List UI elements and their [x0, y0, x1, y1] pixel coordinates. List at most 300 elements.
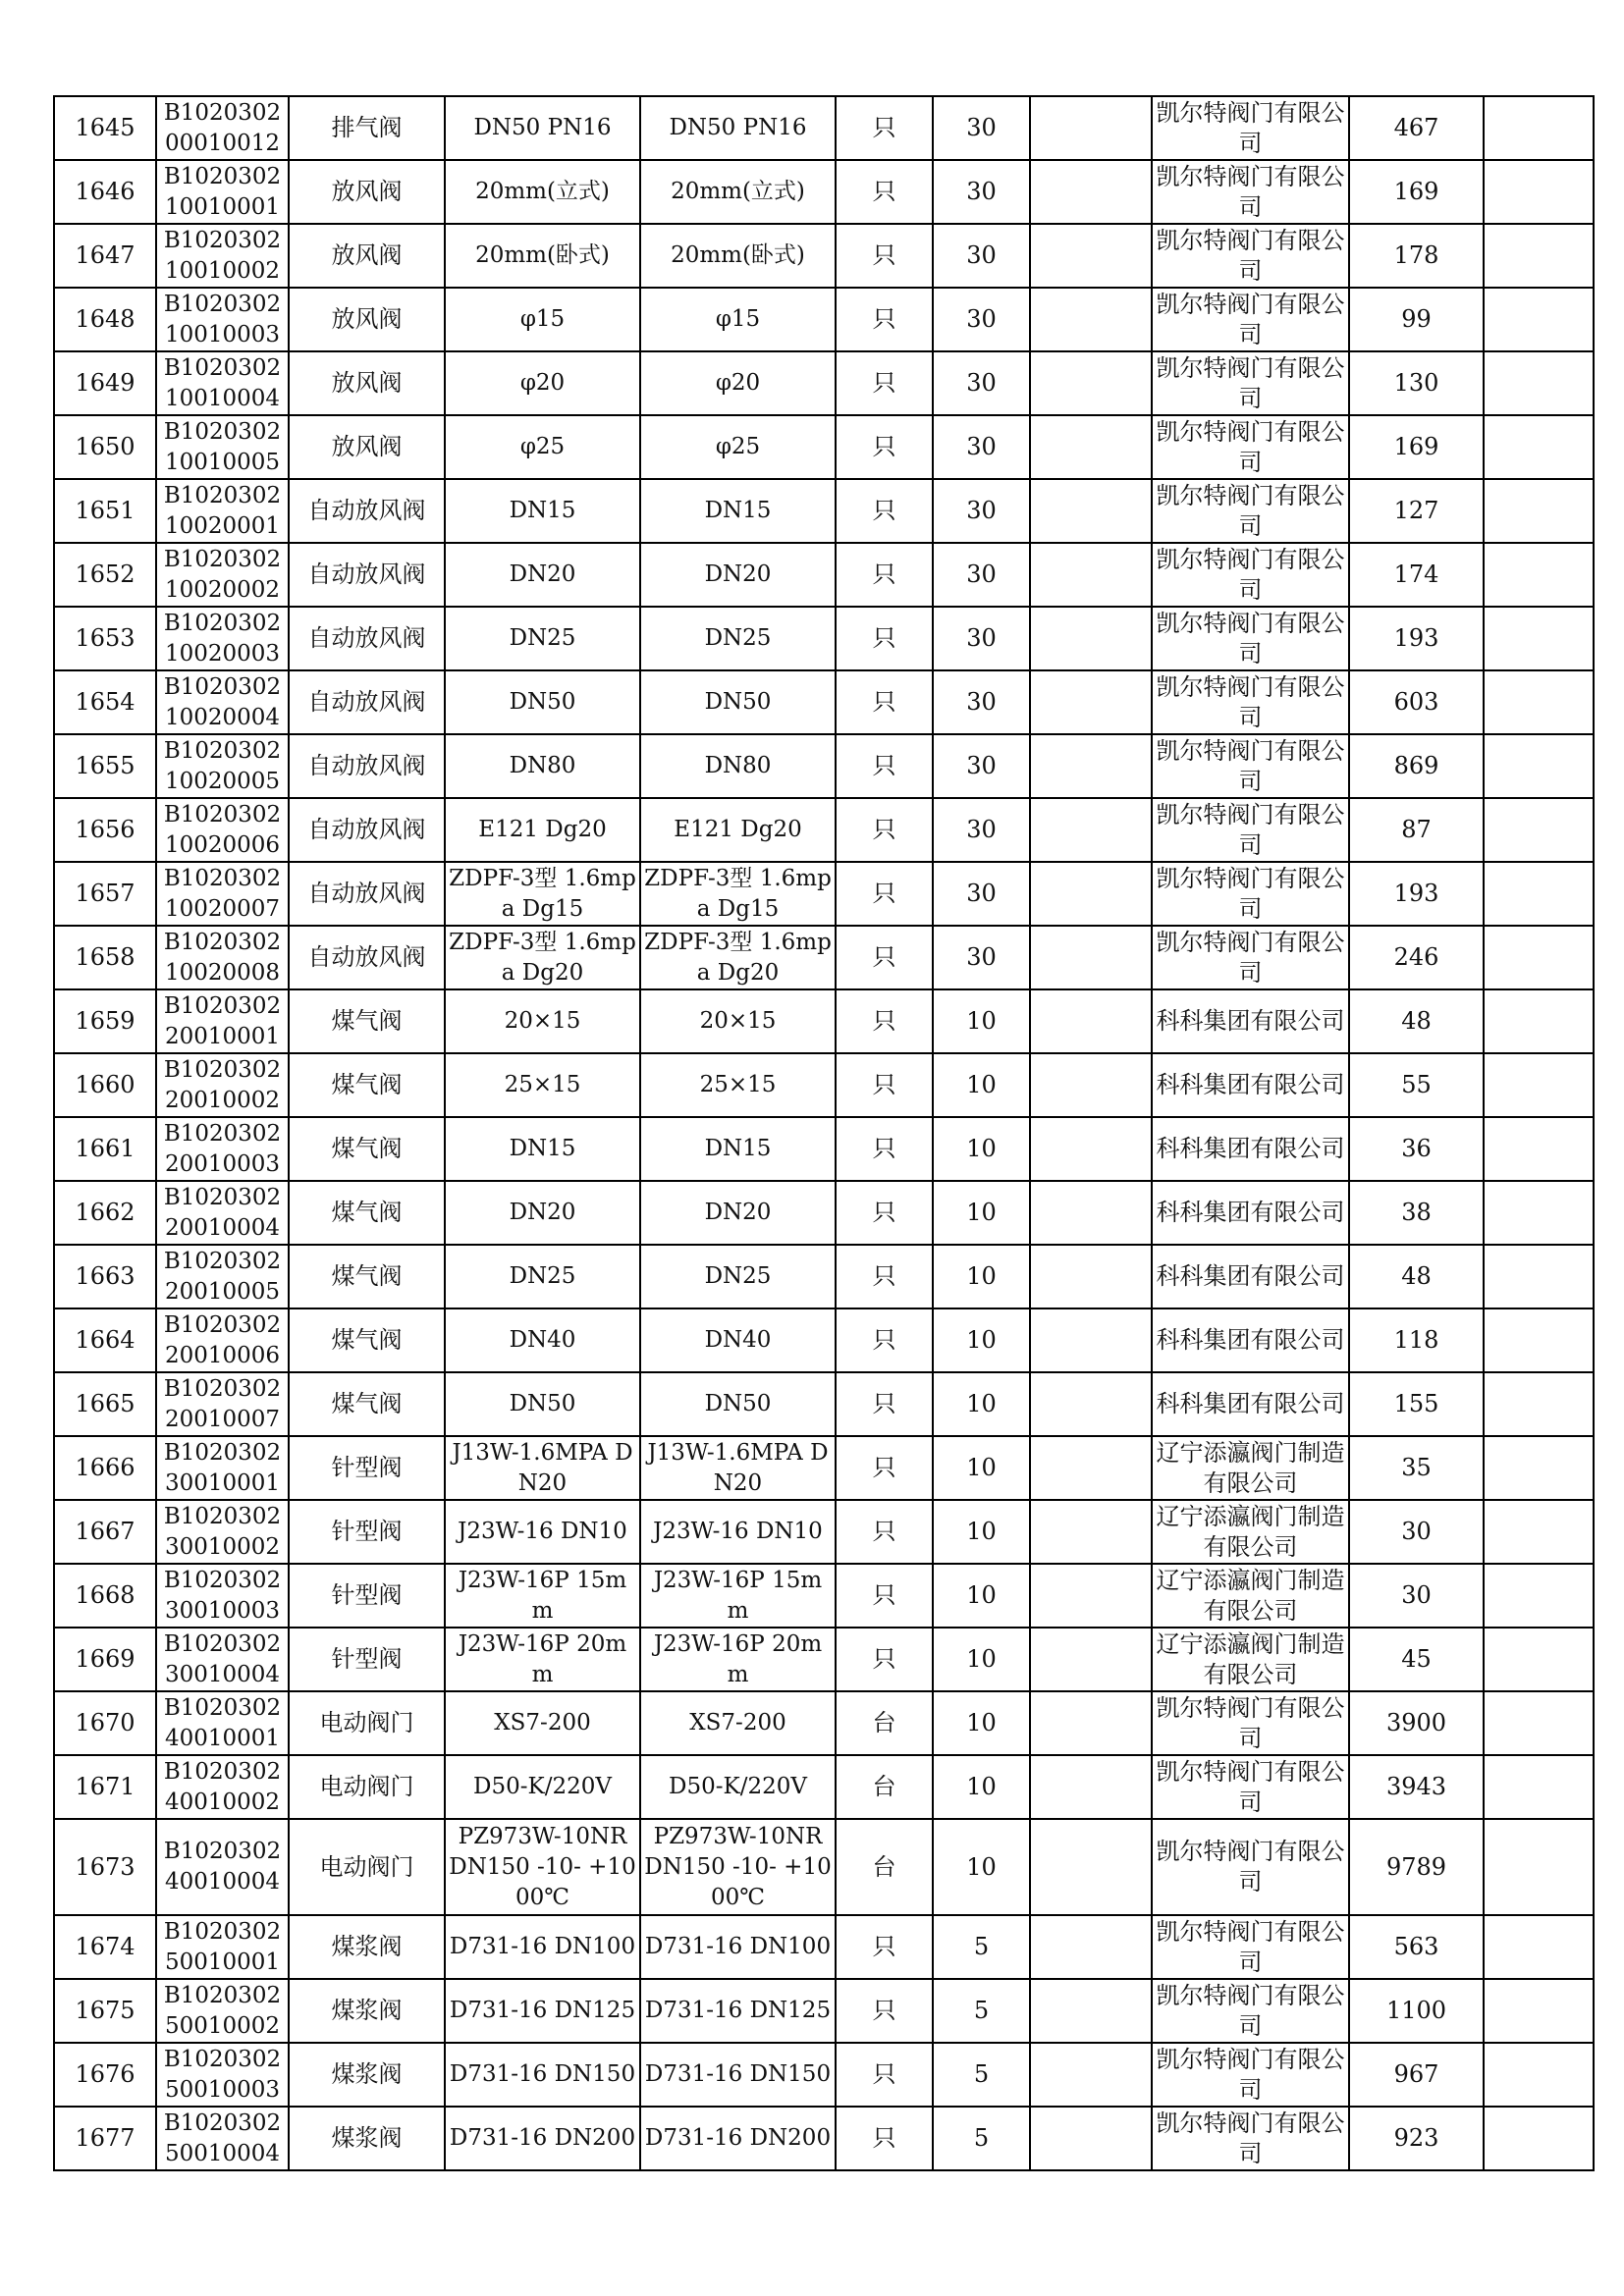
blank-cell-cell: [1030, 670, 1152, 734]
spec-model-cell: J23W-16P 15mm: [445, 1564, 640, 1628]
spec-model-cell: D731-16 DN200: [445, 2107, 640, 2170]
item-code-cell: B102030220010005: [156, 1245, 289, 1308]
row-number-cell: 1651: [54, 479, 156, 543]
table-row: [54, 862, 1594, 926]
unit-cell: 只: [836, 351, 933, 415]
unit-cell: 只: [836, 224, 933, 288]
item-code-cell: B102030210020006: [156, 798, 289, 862]
table-row: [54, 798, 1594, 862]
supplier-cell: 凯尔特阀门有限公司: [1152, 607, 1349, 670]
extra-cell-cell: [1484, 1117, 1594, 1181]
spec-model-alt-cell: DN25: [640, 1245, 836, 1308]
unit-cell: 只: [836, 607, 933, 670]
item-name-cell: 针型阀: [289, 1500, 445, 1564]
blank-cell-cell: [1030, 798, 1152, 862]
price-cell: 87: [1349, 798, 1484, 862]
price-cell: 48: [1349, 1245, 1484, 1308]
blank-cell-cell: [1030, 351, 1152, 415]
item-name-cell: 排气阀: [289, 96, 445, 160]
price-cell: 193: [1349, 862, 1484, 926]
blank-cell-cell: [1030, 1979, 1152, 2043]
spec-model-alt-cell: DN80: [640, 734, 836, 798]
table-row: [54, 1628, 1594, 1691]
row-number-cell: 1660: [54, 1053, 156, 1117]
blank-cell-cell: [1030, 543, 1152, 607]
price-cell: 127: [1349, 479, 1484, 543]
supplier-cell: 凯尔特阀门有限公司: [1152, 1819, 1349, 1915]
spec-model-alt-cell: φ20: [640, 351, 836, 415]
row-number-cell: 1661: [54, 1117, 156, 1181]
price-cell: 603: [1349, 670, 1484, 734]
price-cell: 169: [1349, 160, 1484, 224]
quantity-cell: 10: [933, 1372, 1030, 1436]
supplier-cell: 凯尔特阀门有限公司: [1152, 351, 1349, 415]
supplier-cell: 凯尔特阀门有限公司: [1152, 288, 1349, 351]
row-number-cell: 1652: [54, 543, 156, 607]
blank-cell-cell: [1030, 1308, 1152, 1372]
quantity-cell: 10: [933, 989, 1030, 1053]
blank-cell-cell: [1030, 1181, 1152, 1245]
supplier-cell: 辽宁添瀛阀门制造有限公司: [1152, 1436, 1349, 1500]
extra-cell-cell: [1484, 1755, 1594, 1819]
spec-model-alt-cell: J23W-16P 15mm: [640, 1564, 836, 1628]
unit-cell: 只: [836, 543, 933, 607]
quantity-cell: 30: [933, 798, 1030, 862]
unit-cell: 只: [836, 734, 933, 798]
item-code-cell: B102030250010001: [156, 1915, 289, 1979]
supplier-cell: 凯尔特阀门有限公司: [1152, 543, 1349, 607]
spec-model-alt-cell: φ15: [640, 288, 836, 351]
item-code-cell: B102030210010001: [156, 160, 289, 224]
extra-cell-cell: [1484, 1628, 1594, 1691]
table-row: [54, 1372, 1594, 1436]
supplier-cell: 凯尔特阀门有限公司: [1152, 1979, 1349, 2043]
quantity-cell: 30: [933, 543, 1030, 607]
item-code-cell: B102030200010012: [156, 96, 289, 160]
extra-cell-cell: [1484, 415, 1594, 479]
supplier-cell: 科科集团有限公司: [1152, 1245, 1349, 1308]
quantity-cell: 5: [933, 1915, 1030, 1979]
spec-model-alt-cell: φ25: [640, 415, 836, 479]
blank-cell-cell: [1030, 1564, 1152, 1628]
table-row: [54, 1500, 1594, 1564]
unit-cell: 只: [836, 96, 933, 160]
spec-model-alt-cell: DN20: [640, 1181, 836, 1245]
blank-cell-cell: [1030, 1691, 1152, 1755]
spec-model-alt-cell: DN25: [640, 607, 836, 670]
quantity-cell: 30: [933, 415, 1030, 479]
item-name-cell: 电动阀门: [289, 1691, 445, 1755]
blank-cell-cell: [1030, 1915, 1152, 1979]
extra-cell-cell: [1484, 96, 1594, 160]
unit-cell: 只: [836, 2107, 933, 2170]
price-cell: 563: [1349, 1915, 1484, 1979]
table-row: [54, 1915, 1594, 1979]
supplier-cell: 凯尔特阀门有限公司: [1152, 670, 1349, 734]
blank-cell-cell: [1030, 989, 1152, 1053]
price-cell: 45: [1349, 1628, 1484, 1691]
spec-model-cell: DN25: [445, 1245, 640, 1308]
extra-cell-cell: [1484, 1915, 1594, 1979]
table-row: [54, 2043, 1594, 2107]
price-cell: 174: [1349, 543, 1484, 607]
extra-cell-cell: [1484, 607, 1594, 670]
quantity-cell: 10: [933, 1755, 1030, 1819]
unit-cell: 只: [836, 1500, 933, 1564]
quantity-cell: 30: [933, 351, 1030, 415]
item-name-cell: 煤浆阀: [289, 2107, 445, 2170]
quantity-cell: 10: [933, 1053, 1030, 1117]
extra-cell-cell: [1484, 288, 1594, 351]
unit-cell: 只: [836, 670, 933, 734]
item-name-cell: 放风阀: [289, 224, 445, 288]
spec-model-alt-cell: XS7-200: [640, 1691, 836, 1755]
blank-cell-cell: [1030, 160, 1152, 224]
blank-cell-cell: [1030, 1819, 1152, 1915]
spec-model-cell: φ15: [445, 288, 640, 351]
row-number-cell: 1655: [54, 734, 156, 798]
blank-cell-cell: [1030, 926, 1152, 989]
spec-model-alt-cell: DN40: [640, 1308, 836, 1372]
spec-model-alt-cell: ZDPF-3型 1.6mpa Dg20: [640, 926, 836, 989]
item-code-cell: B102030210010003: [156, 288, 289, 351]
spec-model-cell: DN50: [445, 1372, 640, 1436]
item-name-cell: 针型阀: [289, 1628, 445, 1691]
extra-cell-cell: [1484, 1372, 1594, 1436]
row-number-cell: 1657: [54, 862, 156, 926]
table-row: [54, 543, 1594, 607]
spec-model-cell: ZDPF-3型 1.6mpa Dg20: [445, 926, 640, 989]
item-name-cell: 放风阀: [289, 160, 445, 224]
table-row: [54, 1117, 1594, 1181]
supplier-cell: 辽宁添瀛阀门制造有限公司: [1152, 1628, 1349, 1691]
price-cell: 36: [1349, 1117, 1484, 1181]
supplier-cell: 凯尔特阀门有限公司: [1152, 96, 1349, 160]
item-code-cell: B102030220010004: [156, 1181, 289, 1245]
supplier-cell: 凯尔特阀门有限公司: [1152, 479, 1349, 543]
quantity-cell: 30: [933, 96, 1030, 160]
quantity-cell: 30: [933, 224, 1030, 288]
spec-model-cell: DN50: [445, 670, 640, 734]
item-code-cell: B102030220010001: [156, 989, 289, 1053]
price-cell: 246: [1349, 926, 1484, 989]
item-code-cell: B102030240010002: [156, 1755, 289, 1819]
item-name-cell: 放风阀: [289, 415, 445, 479]
table-row: [54, 670, 1594, 734]
unit-cell: 只: [836, 798, 933, 862]
spec-model-cell: DN40: [445, 1308, 640, 1372]
blank-cell-cell: [1030, 415, 1152, 479]
quantity-cell: 30: [933, 607, 1030, 670]
unit-cell: 只: [836, 479, 933, 543]
item-code-cell: B102030230010002: [156, 1500, 289, 1564]
quantity-cell: 10: [933, 1691, 1030, 1755]
price-cell: 130: [1349, 351, 1484, 415]
supplier-cell: 凯尔特阀门有限公司: [1152, 2107, 1349, 2170]
spec-model-cell: 20×15: [445, 989, 640, 1053]
row-number-cell: 1654: [54, 670, 156, 734]
quantity-cell: 30: [933, 862, 1030, 926]
row-number-cell: 1677: [54, 2107, 156, 2170]
row-number-cell: 1658: [54, 926, 156, 989]
unit-cell: 只: [836, 1915, 933, 1979]
price-cell: 178: [1349, 224, 1484, 288]
spec-model-alt-cell: J13W-1.6MPA DN20: [640, 1436, 836, 1500]
spec-model-cell: J13W-1.6MPA DN20: [445, 1436, 640, 1500]
item-code-cell: B102030210020005: [156, 734, 289, 798]
blank-cell-cell: [1030, 2107, 1152, 2170]
price-cell: 38: [1349, 1181, 1484, 1245]
blank-cell-cell: [1030, 479, 1152, 543]
item-name-cell: 自动放风阀: [289, 670, 445, 734]
spec-model-cell: DN20: [445, 543, 640, 607]
spec-model-cell: φ25: [445, 415, 640, 479]
spec-model-cell: D50-K/220V: [445, 1755, 640, 1819]
table-row: [54, 926, 1594, 989]
row-number-cell: 1648: [54, 288, 156, 351]
spec-model-cell: E121 Dg20: [445, 798, 640, 862]
unit-cell: 只: [836, 1181, 933, 1245]
extra-cell-cell: [1484, 1053, 1594, 1117]
item-code-cell: B102030230010001: [156, 1436, 289, 1500]
spec-model-cell: 20mm(立式): [445, 160, 640, 224]
spec-model-cell: PZ973W-10NR DN150 -10- +1000℃: [445, 1819, 640, 1915]
spec-model-alt-cell: D731-16 DN150: [640, 2043, 836, 2107]
row-number-cell: 1656: [54, 798, 156, 862]
unit-cell: 只: [836, 1308, 933, 1372]
spec-model-cell: φ20: [445, 351, 640, 415]
table-row: [54, 734, 1594, 798]
price-cell: 99: [1349, 288, 1484, 351]
table-row: [54, 96, 1594, 160]
item-name-cell: 自动放风阀: [289, 734, 445, 798]
blank-cell-cell: [1030, 862, 1152, 926]
item-code-cell: B102030250010002: [156, 1979, 289, 2043]
blank-cell-cell: [1030, 1500, 1152, 1564]
table-row: [54, 479, 1594, 543]
spec-model-alt-cell: 20mm(卧式): [640, 224, 836, 288]
item-code-cell: B102030210020003: [156, 607, 289, 670]
price-cell: 1100: [1349, 1979, 1484, 2043]
price-cell: 155: [1349, 1372, 1484, 1436]
unit-cell: 只: [836, 415, 933, 479]
price-cell: 9789: [1349, 1819, 1484, 1915]
item-name-cell: 针型阀: [289, 1436, 445, 1500]
supplier-cell: 凯尔特阀门有限公司: [1152, 926, 1349, 989]
table-row: [54, 989, 1594, 1053]
extra-cell-cell: [1484, 1691, 1594, 1755]
spec-model-alt-cell: DN50: [640, 1372, 836, 1436]
price-cell: 467: [1349, 96, 1484, 160]
table-row: [54, 288, 1594, 351]
extra-cell-cell: [1484, 1500, 1594, 1564]
supplier-cell: 凯尔特阀门有限公司: [1152, 798, 1349, 862]
spec-model-cell: DN50 PN16: [445, 96, 640, 160]
item-name-cell: 放风阀: [289, 288, 445, 351]
row-number-cell: 1659: [54, 989, 156, 1053]
row-number-cell: 1668: [54, 1564, 156, 1628]
unit-cell: 台: [836, 1755, 933, 1819]
item-code-cell: B102030230010003: [156, 1564, 289, 1628]
price-cell: 55: [1349, 1053, 1484, 1117]
quantity-cell: 10: [933, 1436, 1030, 1500]
quantity-cell: 5: [933, 2107, 1030, 2170]
quantity-cell: 30: [933, 160, 1030, 224]
spec-model-cell: D731-16 DN100: [445, 1915, 640, 1979]
extra-cell-cell: [1484, 160, 1594, 224]
quantity-cell: 30: [933, 926, 1030, 989]
spec-model-alt-cell: D731-16 DN125: [640, 1979, 836, 2043]
unit-cell: 只: [836, 1053, 933, 1117]
price-cell: 923: [1349, 2107, 1484, 2170]
supplier-cell: 凯尔特阀门有限公司: [1152, 224, 1349, 288]
row-number-cell: 1665: [54, 1372, 156, 1436]
extra-cell-cell: [1484, 1245, 1594, 1308]
supplier-cell: 辽宁添瀛阀门制造有限公司: [1152, 1500, 1349, 1564]
row-number-cell: 1673: [54, 1819, 156, 1915]
extra-cell-cell: [1484, 1819, 1594, 1915]
unit-cell: 只: [836, 1628, 933, 1691]
extra-cell-cell: [1484, 734, 1594, 798]
quantity-cell: 10: [933, 1245, 1030, 1308]
blank-cell-cell: [1030, 288, 1152, 351]
unit-cell: 只: [836, 989, 933, 1053]
supplier-cell: 凯尔特阀门有限公司: [1152, 415, 1349, 479]
spec-model-cell: 25×15: [445, 1053, 640, 1117]
price-table: [53, 95, 1595, 2171]
extra-cell-cell: [1484, 926, 1594, 989]
row-number-cell: 1664: [54, 1308, 156, 1372]
price-cell: 3900: [1349, 1691, 1484, 1755]
quantity-cell: 30: [933, 734, 1030, 798]
row-number-cell: 1662: [54, 1181, 156, 1245]
blank-cell-cell: [1030, 1628, 1152, 1691]
unit-cell: 台: [836, 1819, 933, 1915]
row-number-cell: 1663: [54, 1245, 156, 1308]
item-name-cell: 针型阀: [289, 1564, 445, 1628]
item-name-cell: 煤气阀: [289, 1181, 445, 1245]
unit-cell: 只: [836, 288, 933, 351]
unit-cell: 只: [836, 1979, 933, 2043]
item-code-cell: B102030220010003: [156, 1117, 289, 1181]
row-number-cell: 1650: [54, 415, 156, 479]
spec-model-cell: DN15: [445, 479, 640, 543]
supplier-cell: 凯尔特阀门有限公司: [1152, 1691, 1349, 1755]
item-code-cell: B102030210020008: [156, 926, 289, 989]
item-code-cell: B102030220010007: [156, 1372, 289, 1436]
quantity-cell: 5: [933, 2043, 1030, 2107]
spec-model-alt-cell: D50-K/220V: [640, 1755, 836, 1819]
extra-cell-cell: [1484, 543, 1594, 607]
spec-model-alt-cell: 25×15: [640, 1053, 836, 1117]
table-row: [54, 1979, 1594, 2043]
spec-model-cell: DN80: [445, 734, 640, 798]
price-cell: 35: [1349, 1436, 1484, 1500]
blank-cell-cell: [1030, 734, 1152, 798]
supplier-cell: 凯尔特阀门有限公司: [1152, 160, 1349, 224]
spec-model-cell: DN20: [445, 1181, 640, 1245]
spec-model-alt-cell: 20mm(立式): [640, 160, 836, 224]
table-row: [54, 1819, 1594, 1915]
row-number-cell: 1647: [54, 224, 156, 288]
spec-model-cell: DN15: [445, 1117, 640, 1181]
price-cell: 967: [1349, 2043, 1484, 2107]
spec-model-cell: D731-16 DN125: [445, 1979, 640, 2043]
extra-cell-cell: [1484, 479, 1594, 543]
spec-model-cell: J23W-16P 20mm: [445, 1628, 640, 1691]
item-name-cell: 自动放风阀: [289, 479, 445, 543]
unit-cell: 只: [836, 160, 933, 224]
row-number-cell: 1667: [54, 1500, 156, 1564]
item-name-cell: 自动放风阀: [289, 607, 445, 670]
price-cell: 30: [1349, 1500, 1484, 1564]
table-row: [54, 1053, 1594, 1117]
extra-cell-cell: [1484, 989, 1594, 1053]
row-number-cell: 1653: [54, 607, 156, 670]
item-name-cell: 电动阀门: [289, 1819, 445, 1915]
table-row: [54, 1181, 1594, 1245]
table-row: [54, 160, 1594, 224]
spec-model-alt-cell: DN50 PN16: [640, 96, 836, 160]
row-number-cell: 1670: [54, 1691, 156, 1755]
quantity-cell: 10: [933, 1308, 1030, 1372]
blank-cell-cell: [1030, 224, 1152, 288]
row-number-cell: 1645: [54, 96, 156, 160]
extra-cell-cell: [1484, 1181, 1594, 1245]
item-code-cell: B102030240010004: [156, 1819, 289, 1915]
row-number-cell: 1669: [54, 1628, 156, 1691]
supplier-cell: 科科集团有限公司: [1152, 1308, 1349, 1372]
item-code-cell: B102030210020002: [156, 543, 289, 607]
item-code-cell: B102030210020001: [156, 479, 289, 543]
price-cell: 193: [1349, 607, 1484, 670]
extra-cell-cell: [1484, 1308, 1594, 1372]
row-number-cell: 1675: [54, 1979, 156, 2043]
unit-cell: 台: [836, 1691, 933, 1755]
item-code-cell: B102030210010004: [156, 351, 289, 415]
table-row: [54, 224, 1594, 288]
item-name-cell: 煤浆阀: [289, 2043, 445, 2107]
spec-model-alt-cell: 20×15: [640, 989, 836, 1053]
blank-cell-cell: [1030, 1372, 1152, 1436]
table-row: [54, 1691, 1594, 1755]
quantity-cell: 10: [933, 1500, 1030, 1564]
table-row: [54, 1564, 1594, 1628]
price-cell: 3943: [1349, 1755, 1484, 1819]
quantity-cell: 10: [933, 1819, 1030, 1915]
item-name-cell: 自动放风阀: [289, 798, 445, 862]
table-row: [54, 1436, 1594, 1500]
item-name-cell: 煤气阀: [289, 1308, 445, 1372]
extra-cell-cell: [1484, 670, 1594, 734]
supplier-cell: 科科集团有限公司: [1152, 1372, 1349, 1436]
quantity-cell: 10: [933, 1628, 1030, 1691]
quantity-cell: 30: [933, 479, 1030, 543]
blank-cell-cell: [1030, 1245, 1152, 1308]
item-name-cell: 煤气阀: [289, 1372, 445, 1436]
extra-cell-cell: [1484, 1564, 1594, 1628]
supplier-cell: 凯尔特阀门有限公司: [1152, 1915, 1349, 1979]
table-row: [54, 607, 1594, 670]
unit-cell: 只: [836, 1564, 933, 1628]
supplier-cell: 凯尔特阀门有限公司: [1152, 862, 1349, 926]
unit-cell: 只: [836, 1245, 933, 1308]
row-number-cell: 1674: [54, 1915, 156, 1979]
spec-model-alt-cell: J23W-16 DN10: [640, 1500, 836, 1564]
spec-model-alt-cell: DN50: [640, 670, 836, 734]
item-code-cell: B102030240010001: [156, 1691, 289, 1755]
table-row: [54, 415, 1594, 479]
